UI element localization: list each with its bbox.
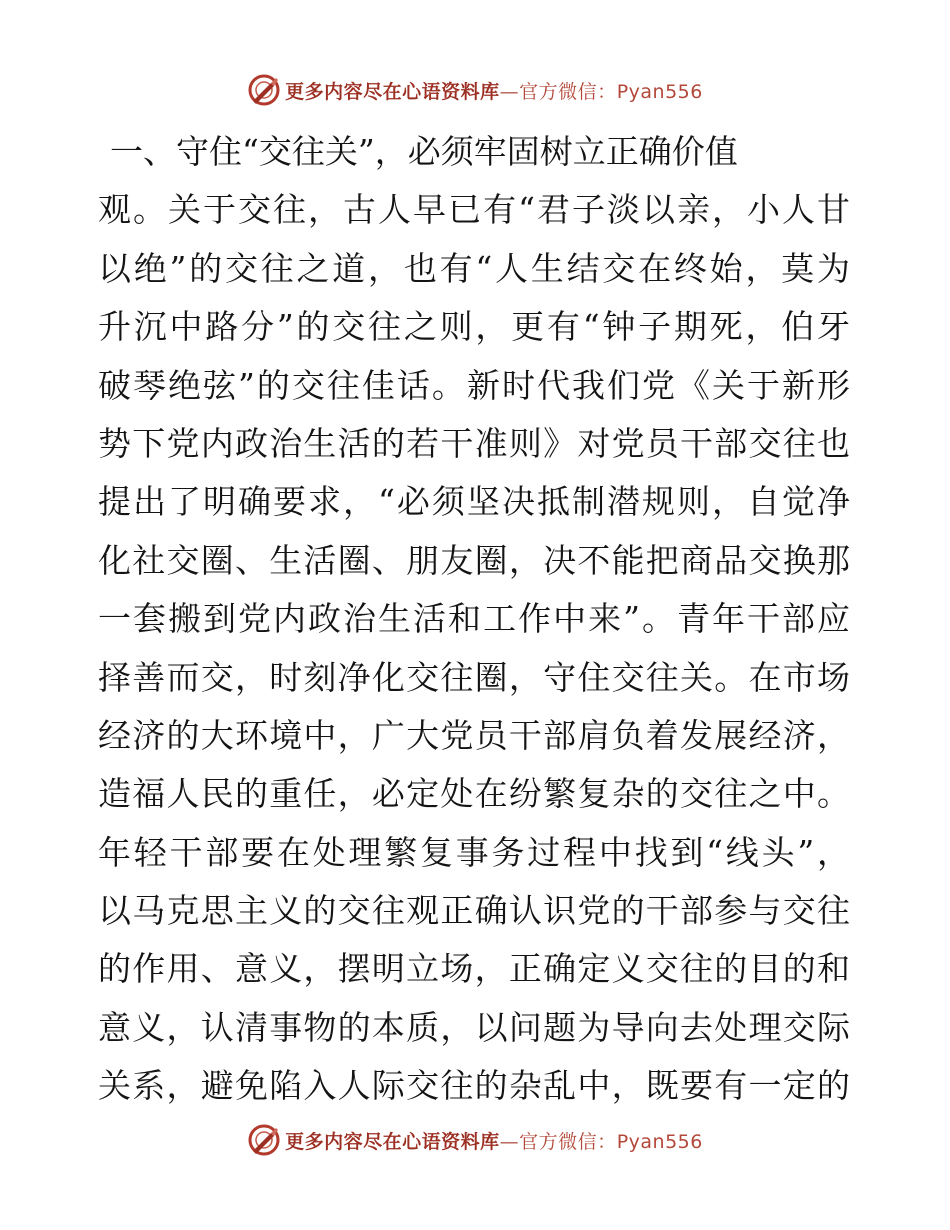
body-line: 势下党内政治生活的若干准则》对党员干部交往也 bbox=[98, 423, 850, 463]
footer-text bbox=[285, 1127, 703, 1154]
body-line: 破琴绝弦”的交往佳话。新时代我们党《关于新形 bbox=[98, 365, 850, 405]
body-line: 以马克思主义的交往观正确认识党的干部参与交往 bbox=[98, 891, 850, 931]
body-line: 经济的大环境中，广大党员干部肩负着发展经济， bbox=[98, 715, 850, 755]
body-line: 观。关于交往，古人早已有“君子淡以亲，小人甘 bbox=[98, 190, 850, 230]
document-body bbox=[98, 123, 850, 1116]
footer-dash: — bbox=[499, 1130, 520, 1153]
pen-logo-icon bbox=[247, 1123, 281, 1157]
body-line: 提出了明确要求，“必须坚决抵制潜规则，自觉净 bbox=[98, 482, 850, 522]
header-brand: 更多内容尽在心语资料库 bbox=[285, 80, 500, 103]
footer-banner bbox=[0, 1120, 950, 1160]
body-line: 升沉中路分”的交往之则，更有“钟子期死，伯牙 bbox=[98, 307, 850, 347]
body-line: 造福人民的重任，必定处在纷繁复杂的交往之中。 bbox=[98, 774, 850, 814]
footer-wechat-id: Pyan556 bbox=[616, 1130, 703, 1153]
body-line: 关系，避免陷入人际交往的杂乱中，既要有一定的 bbox=[98, 1066, 850, 1106]
header-wechat-label: 官方微信： bbox=[519, 80, 617, 103]
footer-wechat-label: 官方微信： bbox=[519, 1130, 617, 1153]
header-dash: — bbox=[499, 80, 520, 103]
pen-logo-icon bbox=[247, 73, 281, 107]
body-line: 一套搬到党内政治生活和工作中来”。青年干部应 bbox=[98, 599, 850, 639]
body-line: 化社交圈、生活圈、朋友圈，决不能把商品交换那 bbox=[98, 540, 850, 580]
body-line: 以绝”的交往之道，也有“人生结交在终始，莫为 bbox=[98, 248, 850, 288]
header-text bbox=[285, 77, 703, 104]
header-banner bbox=[0, 70, 950, 110]
body-line: 一、守住“交往关”，必须牢固树立正确价值 bbox=[110, 132, 738, 171]
body-line: 意义，认清事物的本质，以问题为导向去处理交际 bbox=[98, 1007, 850, 1047]
header-wechat-id: Pyan556 bbox=[616, 80, 703, 103]
footer-brand: 更多内容尽在心语资料库 bbox=[285, 1130, 500, 1153]
body-line: 择善而交，时刻净化交往圈，守住交往关。在市场 bbox=[98, 657, 850, 697]
body-line: 年轻干部要在处理繁复事务过程中找到“线头”， bbox=[98, 832, 850, 872]
body-line: 的作用、意义，摆明立场，正确定义交往的目的和 bbox=[98, 949, 850, 989]
